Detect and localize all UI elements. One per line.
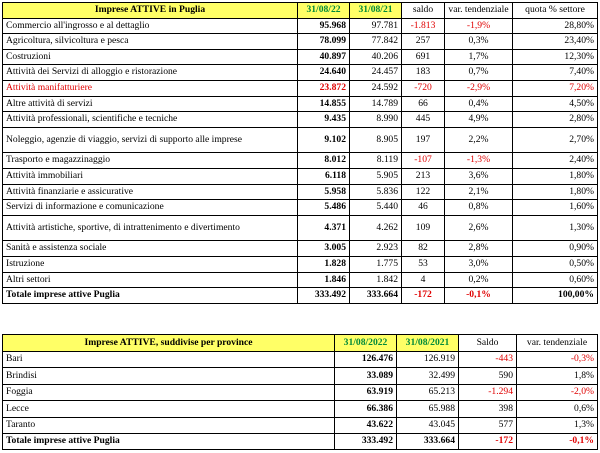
value-2022: 66.386 bbox=[335, 401, 397, 417]
saldo-value: 691 bbox=[402, 49, 445, 65]
quota-value: 2,70% bbox=[513, 127, 598, 153]
value-2021: 5.836 bbox=[350, 184, 402, 200]
table-row bbox=[3, 34, 598, 50]
total-quota: 100,00% bbox=[513, 288, 598, 304]
var-value: 3,0% bbox=[445, 256, 513, 272]
value-2021: 5.905 bbox=[350, 168, 402, 184]
header-date-2022: 31/08/22 bbox=[298, 3, 350, 19]
table-row bbox=[3, 168, 598, 184]
value-2021: 14.789 bbox=[350, 96, 402, 112]
sector-label: Attività artistiche, sportive, di intrattenimento e divertimento bbox=[3, 215, 298, 241]
value-2022: 95.968 bbox=[298, 18, 350, 34]
total-2022: 333.492 bbox=[298, 288, 350, 304]
value-2022: 5.958 bbox=[298, 184, 350, 200]
value-2022: 4.371 bbox=[298, 215, 350, 241]
var-value: 0,4% bbox=[445, 96, 513, 112]
value-2021: 77.842 bbox=[350, 34, 402, 50]
value-2021: 43.045 bbox=[397, 417, 459, 433]
saldo-value: 398 bbox=[459, 401, 517, 417]
header-date-2022: 31/08/2022 bbox=[335, 335, 397, 352]
province-label: Bari bbox=[3, 352, 335, 368]
value-2021: 2.923 bbox=[350, 241, 402, 257]
quota-value: 12,30% bbox=[513, 49, 598, 65]
table-row bbox=[3, 417, 598, 433]
table-row bbox=[3, 401, 598, 417]
value-2021: 32.499 bbox=[397, 368, 459, 384]
quota-value: 0,90% bbox=[513, 241, 598, 257]
table-row bbox=[3, 272, 598, 288]
value-2021: 1.775 bbox=[350, 256, 402, 272]
value-2022: 78.099 bbox=[298, 34, 350, 50]
sector-label: Altri settori bbox=[3, 272, 298, 288]
table-row bbox=[3, 256, 598, 272]
table-row bbox=[3, 352, 598, 368]
total-2021: 333.664 bbox=[397, 433, 459, 449]
province-table-title: Imprese ATTIVE, suddivise per province bbox=[3, 335, 335, 352]
var-value: 1,7% bbox=[445, 49, 513, 65]
var-value: 2,1% bbox=[445, 184, 513, 200]
var-value: 0,8% bbox=[445, 200, 513, 216]
value-2022: 40.897 bbox=[298, 49, 350, 65]
var-value: 2,2% bbox=[445, 127, 513, 153]
var-value: -2,9% bbox=[445, 80, 513, 96]
var-value: -1,9% bbox=[445, 18, 513, 34]
saldo-value: 183 bbox=[402, 65, 445, 81]
saldo-value: -1.294 bbox=[459, 384, 517, 400]
value-2021: 8.905 bbox=[350, 127, 402, 153]
quota-value: 1,30% bbox=[513, 215, 598, 241]
var-value: 1,8% bbox=[517, 368, 598, 384]
header-var: var. tendenziale bbox=[445, 3, 513, 19]
table-row bbox=[3, 384, 598, 400]
value-2021: 40.206 bbox=[350, 49, 402, 65]
sector-label: Istruzione bbox=[3, 256, 298, 272]
value-2022: 33.089 bbox=[335, 368, 397, 384]
value-2021: 65.988 bbox=[397, 401, 459, 417]
value-2022: 6.118 bbox=[298, 168, 350, 184]
header-saldo: Saldo bbox=[459, 335, 517, 352]
table-row bbox=[3, 112, 598, 128]
quota-value: 1,80% bbox=[513, 184, 598, 200]
province-label: Brindisi bbox=[3, 368, 335, 384]
value-2022: 43.622 bbox=[335, 417, 397, 433]
var-value: 1,3% bbox=[517, 417, 598, 433]
saldo-value: -720 bbox=[402, 80, 445, 96]
var-value: 0,7% bbox=[445, 65, 513, 81]
var-value: 4,9% bbox=[445, 112, 513, 128]
table-row bbox=[3, 96, 598, 112]
value-2021: 97.781 bbox=[350, 18, 402, 34]
value-2022: 5.486 bbox=[298, 200, 350, 216]
value-2021: 8.990 bbox=[350, 112, 402, 128]
saldo-value: 53 bbox=[402, 256, 445, 272]
table-row bbox=[3, 80, 598, 96]
sector-label: Attività professionali, scientifiche e tecniche bbox=[3, 112, 298, 128]
total-2022: 333.492 bbox=[335, 433, 397, 449]
province-label: Taranto bbox=[3, 417, 335, 433]
quota-value: 1,60% bbox=[513, 200, 598, 216]
value-2021: 126.919 bbox=[397, 352, 459, 368]
sector-label: Attività dei Servizi di alloggio e ristorazione bbox=[3, 65, 298, 81]
table-row bbox=[3, 184, 598, 200]
table-row bbox=[3, 241, 598, 257]
saldo-value: 122 bbox=[402, 184, 445, 200]
saldo-value: 46 bbox=[402, 200, 445, 216]
table-row bbox=[3, 18, 598, 34]
total-2021: 333.664 bbox=[350, 288, 402, 304]
table-row bbox=[3, 65, 598, 81]
value-2021: 24.592 bbox=[350, 80, 402, 96]
table-row bbox=[3, 49, 598, 65]
total-label: Totale imprese attive Puglia bbox=[3, 433, 335, 449]
value-2021: 65.213 bbox=[397, 384, 459, 400]
quota-value: 7,20% bbox=[513, 80, 598, 96]
sector-table-header bbox=[3, 3, 598, 19]
quota-value: 7,40% bbox=[513, 65, 598, 81]
value-2022: 3.005 bbox=[298, 241, 350, 257]
saldo-value: 197 bbox=[402, 127, 445, 153]
total-label: Totale imprese attive Puglia bbox=[3, 288, 298, 304]
var-value: -0,3% bbox=[517, 352, 598, 368]
table-row bbox=[3, 215, 598, 241]
sector-label: Commercio all'ingrosso e al dettaglio bbox=[3, 18, 298, 34]
sector-label: Attività manifatturiere bbox=[3, 80, 298, 96]
table-row bbox=[3, 153, 598, 169]
total-var: -0,1% bbox=[517, 433, 598, 449]
value-2021: 5.440 bbox=[350, 200, 402, 216]
province-table-header bbox=[3, 335, 598, 352]
value-2021: 24.457 bbox=[350, 65, 402, 81]
quota-value: 23,40% bbox=[513, 34, 598, 50]
sector-label: Attività immobiliari bbox=[3, 168, 298, 184]
table-row bbox=[3, 368, 598, 384]
total-var: -0,1% bbox=[445, 288, 513, 304]
saldo-value: 66 bbox=[402, 96, 445, 112]
sector-label: Costruzioni bbox=[3, 49, 298, 65]
quota-value: 0,60% bbox=[513, 272, 598, 288]
value-2022: 63.919 bbox=[335, 384, 397, 400]
province-table bbox=[2, 334, 598, 450]
var-value: 2,8% bbox=[445, 241, 513, 257]
quota-value: 4,50% bbox=[513, 96, 598, 112]
header-date-2021: 31/08/2021 bbox=[397, 335, 459, 352]
quota-value: 2,40% bbox=[513, 153, 598, 169]
value-2022: 1.846 bbox=[298, 272, 350, 288]
value-2021: 1.842 bbox=[350, 272, 402, 288]
value-2022: 23.872 bbox=[298, 80, 350, 96]
sector-label: Altre attività di servizi bbox=[3, 96, 298, 112]
saldo-value: 82 bbox=[402, 241, 445, 257]
saldo-value: 577 bbox=[459, 417, 517, 433]
sector-label: Sanità e assistenza sociale bbox=[3, 241, 298, 257]
sector-table bbox=[2, 2, 598, 304]
table-row bbox=[3, 127, 598, 153]
var-value: 0,3% bbox=[445, 34, 513, 50]
total-saldo: -172 bbox=[459, 433, 517, 449]
saldo-value: -443 bbox=[459, 352, 517, 368]
var-value: 0,2% bbox=[445, 272, 513, 288]
sector-label: Servizi di informazione e comunicazione bbox=[3, 200, 298, 216]
total-row bbox=[3, 433, 598, 449]
value-2022: 14.855 bbox=[298, 96, 350, 112]
value-2022: 1.828 bbox=[298, 256, 350, 272]
header-date-2021: 31/08/21 bbox=[350, 3, 402, 19]
saldo-value: -1.813 bbox=[402, 18, 445, 34]
value-2022: 24.640 bbox=[298, 65, 350, 81]
sector-label: Agricoltura, silvicoltura e pesca bbox=[3, 34, 298, 50]
value-2022: 9.435 bbox=[298, 112, 350, 128]
province-label: Lecce bbox=[3, 401, 335, 417]
sector-label: Trasporto e magazzinaggio bbox=[3, 153, 298, 169]
sector-label: Noleggio, agenzie di viaggio, servizi di supporto alle imprese bbox=[3, 127, 298, 153]
saldo-value: 257 bbox=[402, 34, 445, 50]
value-2022: 126.476 bbox=[335, 352, 397, 368]
value-2022: 9.102 bbox=[298, 127, 350, 153]
saldo-value: 590 bbox=[459, 368, 517, 384]
sector-table-title: Imprese ATTIVE in Puglia bbox=[3, 3, 298, 19]
var-value: -1,3% bbox=[445, 153, 513, 169]
quota-value: 1,80% bbox=[513, 168, 598, 184]
saldo-value: 213 bbox=[402, 168, 445, 184]
total-row bbox=[3, 288, 598, 304]
province-label: Foggia bbox=[3, 384, 335, 400]
total-saldo: -172 bbox=[402, 288, 445, 304]
sector-label: Attività finanziarie e assicurative bbox=[3, 184, 298, 200]
header-var: var. tendenziale bbox=[517, 335, 598, 352]
var-value: 0,6% bbox=[517, 401, 598, 417]
var-value: 2,6% bbox=[445, 215, 513, 241]
quota-value: 0,50% bbox=[513, 256, 598, 272]
saldo-value: 109 bbox=[402, 215, 445, 241]
quota-value: 2,80% bbox=[513, 112, 598, 128]
table-row bbox=[3, 200, 598, 216]
value-2021: 8.119 bbox=[350, 153, 402, 169]
saldo-value: 4 bbox=[402, 272, 445, 288]
saldo-value: -107 bbox=[402, 153, 445, 169]
header-saldo: saldo bbox=[402, 3, 445, 19]
var-value: 3,6% bbox=[445, 168, 513, 184]
header-quota: quota % settore bbox=[513, 3, 598, 19]
saldo-value: 445 bbox=[402, 112, 445, 128]
value-2021: 4.262 bbox=[350, 215, 402, 241]
var-value: -2,0% bbox=[517, 384, 598, 400]
value-2022: 8.012 bbox=[298, 153, 350, 169]
quota-value: 28,80% bbox=[513, 18, 598, 34]
